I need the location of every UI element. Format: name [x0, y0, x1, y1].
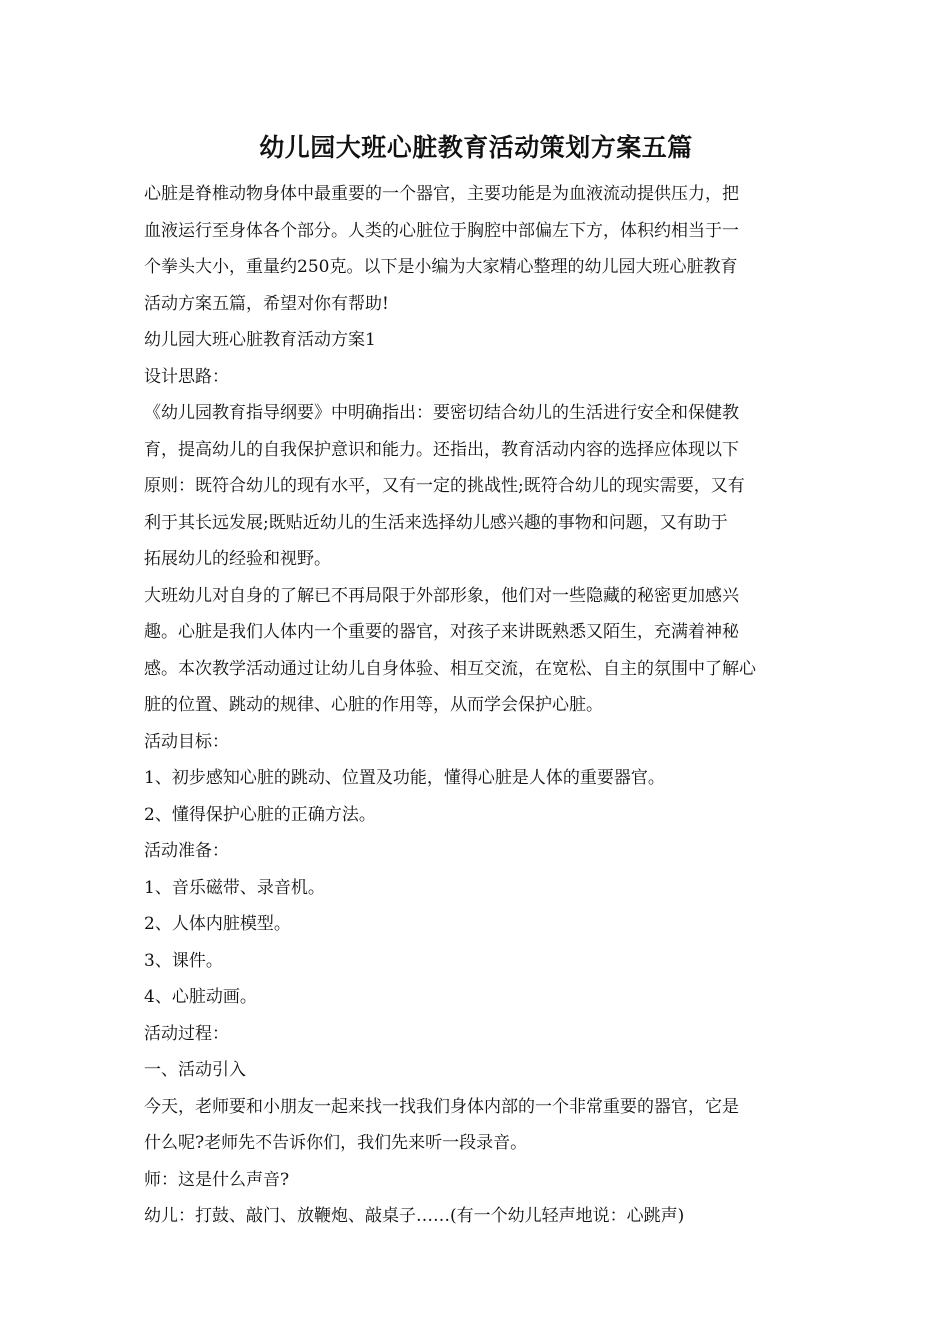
text-line: 1、音乐磁带、录音机。: [144, 877, 325, 898]
text-line: 3、课件。: [144, 950, 223, 971]
text-line: 幼儿：打鼓、敲门、放鞭炮、敲桌子……(有一个幼儿轻声地说：心跳声): [144, 1206, 685, 1226]
text-line: 活动目标：: [144, 731, 229, 752]
paragraph: [144, 322, 808, 359]
text-line: 大班幼儿对自身的了解已不再局限于外部形象，他们对一些隐藏的秘密更加感兴: [144, 585, 739, 606]
text-line: 活动过程：: [144, 1023, 229, 1044]
text-line: 个拳头大小，重量约250克。以下是小编为大家精心整理的幼儿园大班心脏教育: [144, 257, 738, 277]
document-page: [144, 128, 808, 1235]
text-line: 2、懂得保护心脏的正确方法。: [144, 804, 376, 825]
document-body: [144, 176, 808, 1235]
paragraph: [144, 760, 808, 797]
paragraph: [144, 1162, 808, 1199]
text-line: 一、活动引入: [144, 1060, 246, 1080]
text-line: 育，提高幼儿的自我保护意识和能力。还指出，教育活动内容的选择应体现以下: [144, 439, 739, 460]
text-line: 原则：既符合幼儿的现有水平，又有一定的挑战性;既符合幼儿的现实需要，又有: [144, 476, 745, 496]
text-line: 1、初步感知心脏的跳动、位置及功能，懂得心脏是人体的重要器官。: [144, 768, 665, 788]
paragraph: [144, 943, 808, 980]
paragraph: [144, 724, 808, 761]
text-line: 2、人体内脏模型。: [144, 914, 291, 934]
paragraph: [144, 833, 808, 870]
paragraph: [144, 176, 808, 322]
paragraph: [144, 1016, 808, 1053]
text-line: 设计思路：: [144, 366, 229, 387]
text-line: 脏的位置、跳动的规律、心脏的作用等，从而学会保护心脏。: [144, 695, 603, 715]
paragraph: [144, 1089, 808, 1162]
text-line: 师：这是什么声音?: [144, 1169, 290, 1190]
text-line: 活动方案五篇，希望对你有帮助!: [144, 293, 389, 314]
text-line: 感。本次教学活动通过让幼儿自身体验、相互交流，在宽松、自主的氛围中了解心: [144, 658, 756, 679]
paragraph: [144, 979, 808, 1016]
paragraph: [144, 395, 808, 578]
text-line: 活动准备：: [144, 841, 229, 861]
text-line: 今天，老师要和小朋友一起来找一找我们身体内部的一个非常重要的器官，它是: [144, 1096, 739, 1117]
paragraph: [144, 1052, 808, 1089]
document-title: 幼儿园大班心脏教育活动策划方案五篇: [259, 133, 693, 162]
paragraph: [144, 797, 808, 834]
text-line: 趣。心脏是我们人体内一个重要的器官，对孩子来讲既熟悉又陌生，充满着神秘: [144, 622, 739, 642]
paragraph: [144, 578, 808, 724]
text-line: 血液运行至身体各个部分。人类的心脏位于胸腔中部偏左下方，体积约相当于一: [144, 220, 739, 241]
text-line: 《幼儿园教育指导纲要》中明确指出：要密切结合幼儿的生活进行安全和保健教: [144, 403, 739, 423]
text-line: 幼儿园大班心脏教育活动方案1: [144, 330, 376, 350]
paragraph: [144, 359, 808, 396]
paragraph: [144, 1198, 808, 1235]
text-line: 心脏是脊椎动物身体中最重要的一个器官，主要功能是为血液流动提供压力，把: [144, 184, 739, 204]
paragraph: [144, 870, 808, 907]
text-line: 拓展幼儿的经验和视野。: [144, 549, 331, 569]
paragraph: [144, 906, 808, 943]
text-line: 4、心脏动画。: [144, 987, 257, 1007]
text-line: 什么呢?老师先不告诉你们，我们先来听一段录音。: [144, 1133, 528, 1153]
text-line: 利于其长远发展;既贴近幼儿的生活来选择幼儿感兴趣的事物和问题，又有助于: [144, 512, 728, 533]
